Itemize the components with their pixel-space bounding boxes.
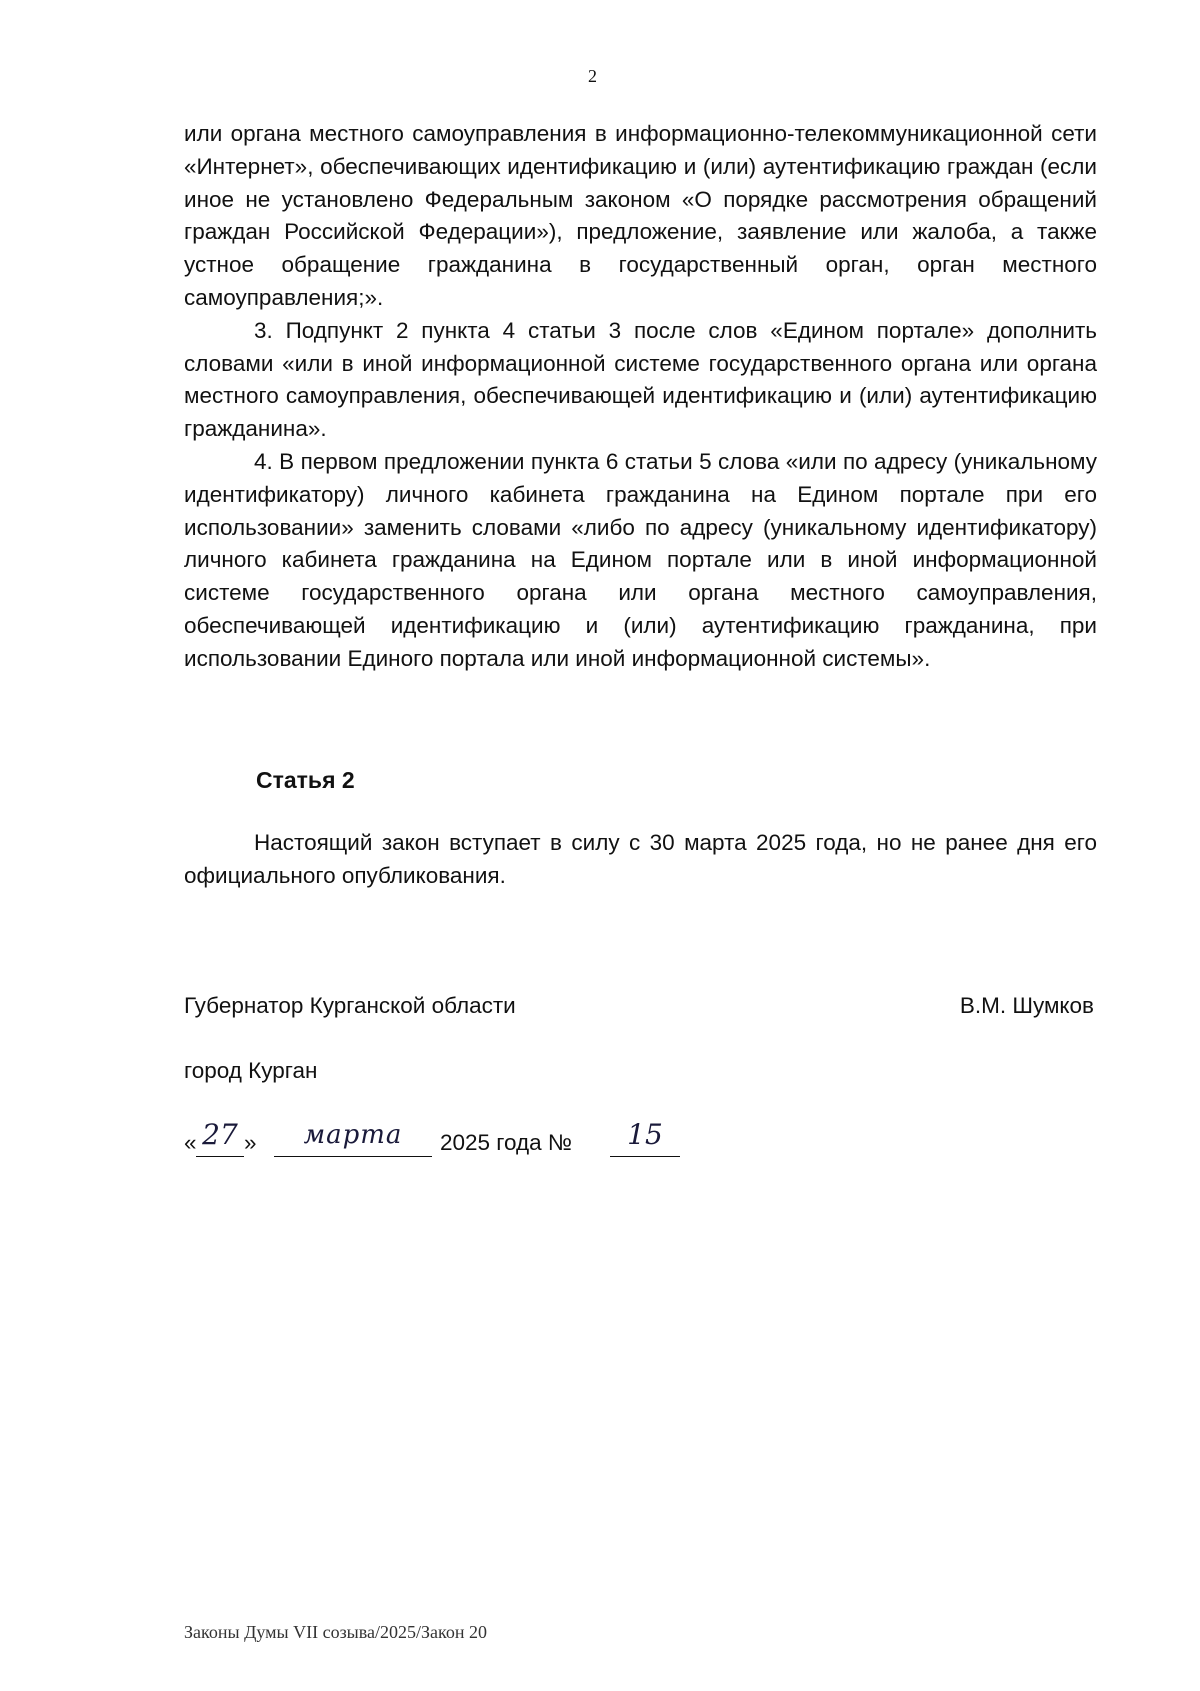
month-blank [274,1112,432,1157]
year-number-label: 2025 года № [440,1130,573,1155]
open-quote: « [184,1130,197,1155]
city-line: город Курган [184,1058,318,1083]
handwritten-day: 27 [202,1118,238,1151]
footer-reference: Законы Думы VII созыва/2025/Закон 20 [184,1622,487,1642]
page-number: 2 [588,66,597,86]
paragraph-item-3: 3. Подпункт 2 пункта 4 статьи 3 после слов «Едином портале» дополнить словами «или в иной информационной системе государственного органа или органа местного самоуправления, обеспечивающей идентификацию и (или) аутентификацию гражданина». [184,317,1097,442]
date-number-line [184,1112,704,1166]
signature-block [184,990,1094,1022]
close-quote: » [244,1130,257,1155]
paragraph-item-4: 4. В первом предложении пункта 6 статьи 5 слова «или по адресу (уникальному идентификатору) личного кабинета гражданина на Едином портале при его использовании» заменить словами «либо по адресу (уникальному идентификатору) личного кабинета гражданина на Едином портале или в иной информационной системе государственного органа или органа местного самоуправления, обеспечивающей идентификацию и (или) аутентификацию гражданина, при использовании Единого портала или иной информационной системы». [184,448,1097,671]
handwritten-number: 15 [627,1118,663,1151]
number-blank [610,1112,680,1157]
signatory-position: Губернатор Курганской области [184,993,516,1018]
article-text: Настоящий закон вступает в силу с 30 марта 2025 года, но не ранее дня его официального опубликования. [184,830,1097,888]
article-heading: Статья 2 [256,767,355,793]
day-blank [196,1112,244,1157]
signatory-name: В.М. Шумков [959,993,1094,1018]
paragraph-continuation: или органа местного самоуправления в информационно-телекоммуникационной сети «Интернет», обеспечивающих идентификацию и (или) аутентификацию граждан (если иное не установлено Федеральным законом «О порядке рассмотрения обращений граждан Российской Федерации»), предложение, заявление или жалоба, а также устное обращение гражданина в государственный орган, орган местного самоуправления;». [184,121,1097,310]
handwritten-month: марта [303,1120,403,1150]
document-body [184,118,1097,676]
